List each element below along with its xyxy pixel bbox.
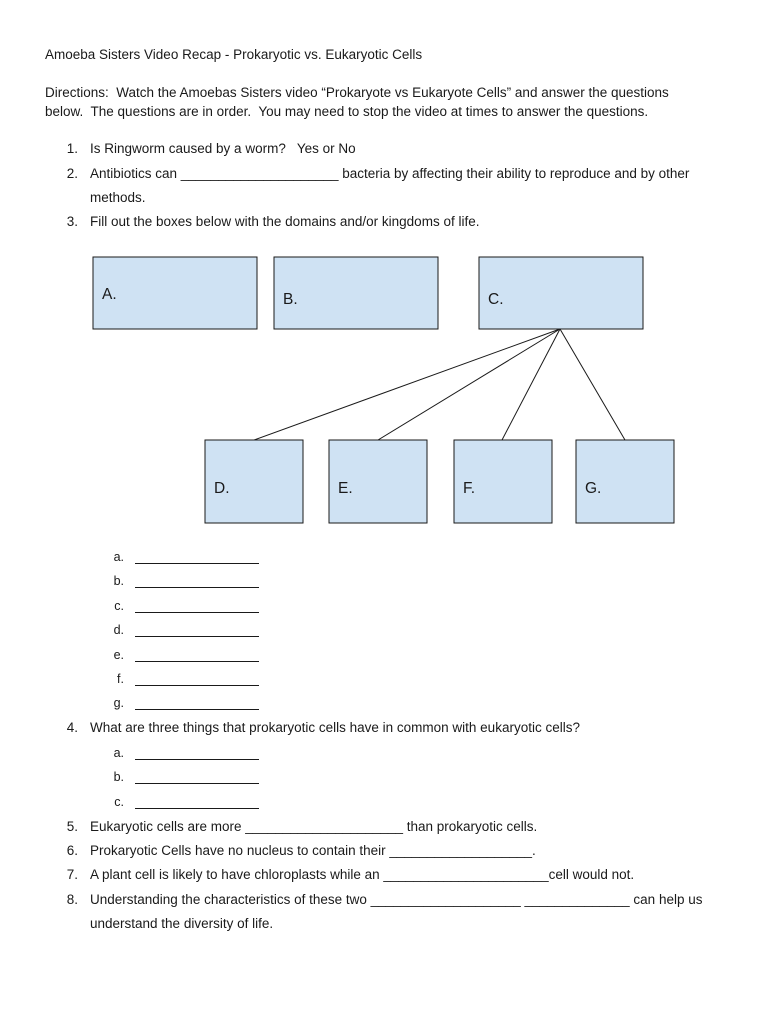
box-a[interactable]: [93, 257, 257, 329]
question-6-text: Prokaryotic Cells have no nucleus to contain their ___________________.: [90, 843, 536, 858]
box-b-label: B.: [283, 291, 298, 308]
question-number: 7.: [66, 867, 78, 882]
answer-blank-4c[interactable]: [135, 794, 259, 809]
answer-letter: b.: [113, 770, 124, 784]
directions-line-1: Directions: Watch the Amoebas Sisters video “Prokaryote vs Eukaryote Cells” and answer the questions: [45, 85, 669, 100]
question-2-text-cont: methods.: [90, 190, 146, 205]
answer-blank-3b[interactable]: [135, 573, 259, 588]
answer-letter: a.: [113, 746, 124, 760]
directions-line-2: below. The questions are in order. You may need to stop the video at times to answer the questions.: [45, 104, 649, 119]
box-c-label: C.: [488, 291, 504, 308]
box-d[interactable]: [205, 440, 303, 523]
box-f-label: F.: [463, 480, 476, 497]
answer-blank-3f[interactable]: [135, 671, 259, 686]
answer-letter: d.: [113, 623, 124, 637]
question-2-text: Antibiotics can _____________________ bacteria by affecting their ability to reproduce and by other: [90, 166, 690, 181]
box-f[interactable]: [454, 440, 552, 523]
question-number: 6.: [66, 843, 78, 858]
box-d-label: D.: [214, 480, 230, 497]
box-e[interactable]: [329, 440, 427, 523]
box-g-label: G.: [585, 480, 602, 497]
answer-blank-3e[interactable]: [135, 647, 259, 662]
question-8-text: Understanding the characteristics of these two ____________________ ______________ can help us: [90, 892, 703, 907]
connector-lines: [254, 329, 625, 440]
answer-blank-3g[interactable]: [135, 695, 259, 710]
question-4-text: What are three things that prokaryotic cells have in common with eukaryotic cells?: [90, 720, 580, 735]
answer-letter: g.: [113, 696, 124, 710]
question-1-text: Is Ringworm caused by a worm? Yes or No: [90, 141, 356, 156]
answer-blank-3c[interactable]: [135, 598, 259, 613]
answer-letter: b.: [113, 574, 124, 588]
answer-letter: c.: [114, 599, 124, 613]
question-number: 5.: [66, 819, 78, 834]
page-title: Amoeba Sisters Video Recap - Prokaryotic vs. Eukaryotic Cells: [45, 47, 423, 62]
answer-letter: e.: [113, 648, 124, 662]
question-3-text: Fill out the boxes below with the domains and/or kingdoms of life.: [90, 214, 480, 229]
answer-blank-3a[interactable]: [135, 549, 259, 564]
question-5-text: Eukaryotic cells are more _____________________ than prokaryotic cells.: [90, 819, 538, 834]
answer-letter: c.: [114, 795, 124, 809]
answer-blank-3d[interactable]: [135, 622, 259, 637]
question-number: 8.: [66, 892, 78, 907]
answer-blank-4a[interactable]: [135, 745, 259, 760]
question-8-text-cont: understand the diversity of life.: [90, 916, 274, 931]
answer-blank-4b[interactable]: [135, 769, 259, 784]
box-e-label: E.: [338, 480, 353, 497]
question-number: 4.: [66, 720, 78, 735]
question-number: 2.: [66, 166, 78, 181]
question-number: 3.: [66, 214, 78, 229]
box-g[interactable]: [576, 440, 674, 523]
box-b[interactable]: [274, 257, 438, 329]
box-c[interactable]: [479, 257, 643, 329]
box-a-label: A.: [102, 286, 117, 303]
answer-letter: a.: [113, 550, 124, 564]
question-number: 1.: [66, 141, 78, 156]
answer-letter: f.: [117, 672, 124, 686]
question-7-text: A plant cell is likely to have chloroplasts while an ______________________cell would not.: [90, 867, 635, 882]
